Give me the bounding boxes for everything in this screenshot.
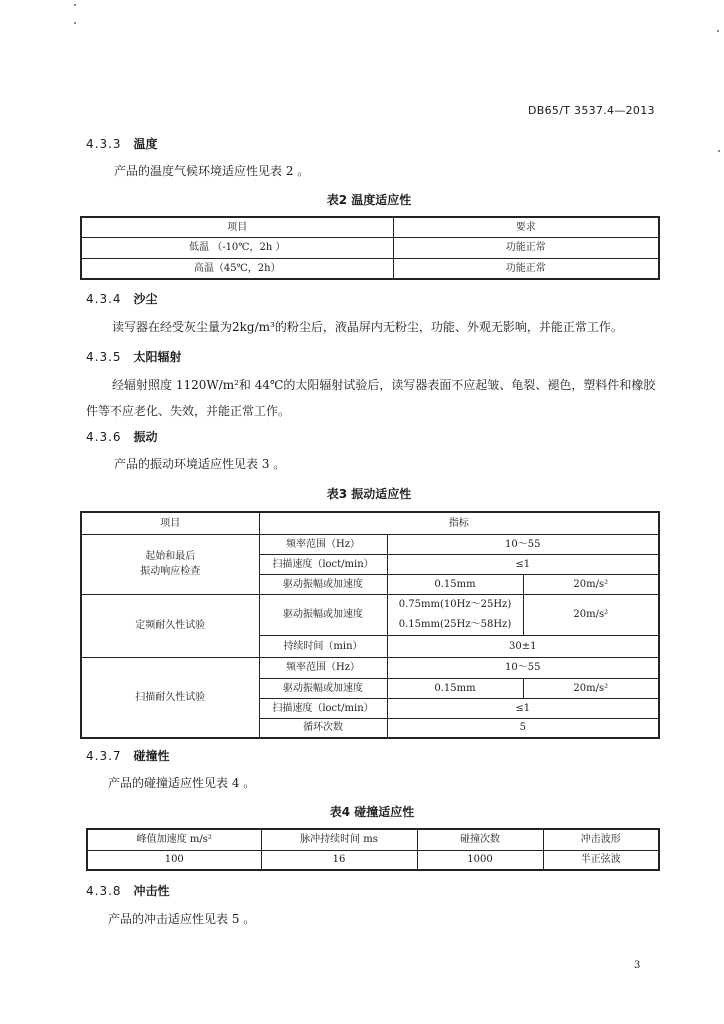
section-heading-temperature: [86, 135, 158, 152]
standard-code: DB65/T 3537.4—2013: [528, 104, 655, 117]
table3-param: 频率范围（Hz）: [259, 657, 387, 678]
table4-caption: 表4 碰撞适应性: [329, 805, 415, 819]
scan-speck: [717, 30, 719, 32]
table3-value-line: 0.75mm(10Hz～25Hz): [398, 598, 512, 610]
table3-param: 频率范围（Hz）: [259, 534, 387, 554]
table3-value: 20m/s²: [523, 594, 659, 635]
table2-header-item: 项目: [81, 217, 393, 237]
scan-speck: [718, 150, 720, 152]
table3-header-indicator: 指标: [259, 512, 659, 534]
table2: [80, 216, 660, 280]
table3-group-label-line: 振动响应检查: [140, 566, 201, 577]
table3-param: 驱动振幅或加速度: [259, 678, 387, 698]
table2-cell: 功能正常: [393, 258, 659, 279]
section-heading-dust: [86, 290, 158, 307]
section-title: 冲击性: [133, 884, 170, 898]
table3: [80, 511, 660, 739]
page-number: 3: [634, 960, 641, 971]
table3-param: 扫描速度（loct/min）: [259, 698, 387, 718]
section-heading-bump: [86, 747, 170, 764]
section-number: 4.3.8: [86, 884, 122, 898]
table3-param: 驱动振幅或加速度: [259, 574, 387, 594]
table3-param: 持续时间（min）: [259, 635, 387, 657]
table3-value: 30±1: [387, 635, 659, 657]
table4-header-peak-acceleration: 峰值加速度 m/s²: [87, 829, 261, 850]
table3-value-multiline: [387, 594, 523, 635]
section-heading-solar: [86, 348, 182, 365]
table4-header-waveform: 冲击波形: [543, 829, 659, 850]
section-number: 4.3.6: [86, 430, 122, 444]
table3-value: ≤1: [387, 554, 659, 574]
table3-group-label-sweep: 扫描耐久性试验: [81, 657, 259, 738]
table3-param: 循环次数: [259, 718, 387, 738]
paragraph-vibration-intro: 产品的振动环境适应性见表 3 。: [114, 457, 286, 471]
section-title: 碰撞性: [133, 749, 170, 763]
table3-value: 5: [387, 718, 659, 738]
table3-group-label-initial-final: [81, 534, 259, 594]
table2-header-requirement: 要求: [393, 217, 659, 237]
table4: [86, 828, 660, 871]
table3-value: ≤1: [387, 698, 659, 718]
paragraph-dust: 读写器在经受灰尘量为2kg/m³的粉尘后，液晶屏内无粉尘，功能、外观无影响，并能正常工作。: [112, 320, 623, 334]
table3-value-line: 0.15mm(25Hz～58Hz): [398, 618, 512, 630]
table3-param: 扫描速度（loct/min）: [259, 554, 387, 574]
table3-value: 0.15mm: [387, 678, 523, 698]
paragraph-shock-intro: 产品的冲击适应性见表 5 。: [108, 912, 256, 926]
paragraph-temperature-intro: 产品的温度气候环境适应性见表 2 。: [114, 164, 310, 178]
table4-cell: 16: [261, 850, 417, 870]
table2-cell: 高温（45℃，2h）: [81, 258, 393, 279]
table3-caption: 表3 振动适应性: [326, 487, 412, 501]
table4-cell: 半正弦波: [543, 850, 659, 870]
table4-header-bump-count: 碰撞次数: [417, 829, 543, 850]
section-number: 4.3.4: [86, 292, 122, 306]
table3-value: 0.15mm: [387, 574, 523, 594]
table3-param: 驱动振幅或加速度: [259, 594, 387, 635]
section-title: 太阳辐射: [133, 350, 182, 364]
table4-cell: 100: [87, 850, 261, 870]
section-number: 4.3.3: [86, 137, 122, 151]
scan-speck: [74, 22, 76, 24]
section-number: 4.3.5: [86, 350, 122, 364]
scan-speck: [74, 4, 76, 6]
table3-value: 10～55: [387, 657, 659, 678]
paragraph-solar: 经辐射照度 1120W/m²和 44℃的太阳辐射试验后，读写器表面不应起皱、龟裂、褪色，塑料件和橡胶件等不应老化、失效，并能正常工作。: [86, 378, 656, 418]
section-title: 振动: [133, 430, 158, 444]
table3-header-item: 项目: [81, 512, 259, 534]
table3-group-label-line: 起始和最后: [145, 551, 196, 562]
table3-value: 10～55: [387, 534, 659, 554]
table3-value: 20m/s²: [523, 574, 659, 594]
table4-cell: 1000: [417, 850, 543, 870]
table3-value: 20m/s²: [523, 678, 659, 698]
section-title: 沙尘: [133, 292, 158, 306]
section-heading-shock: [86, 882, 170, 899]
section-number: 4.3.7: [86, 749, 122, 763]
table3-group-label-fixed-frequency: 定频耐久性试验: [81, 594, 259, 657]
table2-cell: 低温 （-10℃，2h ）: [81, 237, 393, 258]
section-heading-vibration: [86, 428, 158, 445]
table2-caption: 表2 温度适应性: [326, 193, 412, 207]
section-title: 温度: [133, 137, 158, 151]
table2-cell: 功能正常: [393, 237, 659, 258]
paragraph-bump-intro: 产品的碰撞适应性见表 4 。: [108, 776, 256, 790]
table4-header-pulse-duration: 脉冲持续时间 ms: [261, 829, 417, 850]
